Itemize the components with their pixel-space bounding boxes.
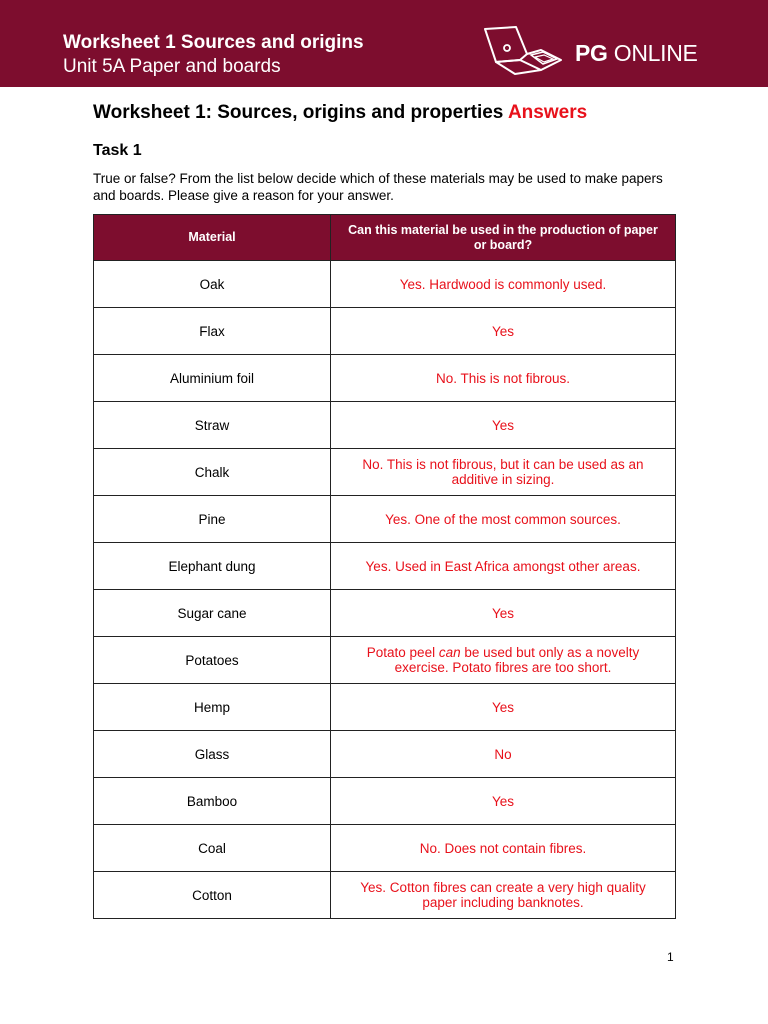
table-row (94, 543, 676, 590)
answer-cell: Yes (331, 590, 676, 637)
material-cell: Chalk (94, 449, 331, 496)
task-heading: Task 1 (93, 142, 142, 159)
table-row (94, 402, 676, 449)
material-cell: Bamboo (94, 778, 331, 825)
header-subtitle: Unit 5A Paper and boards (63, 56, 281, 77)
table-row (94, 590, 676, 637)
header-usage: Can this material be used in the production of paper or board? (331, 215, 676, 261)
material-cell: Elephant dung (94, 543, 331, 590)
answer-cell: Yes (331, 402, 676, 449)
table-row (94, 355, 676, 402)
answer-cell: Yes. Cotton fibres can create a very high quality paper including banknotes. (331, 872, 676, 919)
material-cell: Cotton (94, 872, 331, 919)
answer-cell: No. This is not fibrous, but it can be used as an additive in sizing. (331, 449, 676, 496)
answer-cell: No. This is not fibrous. (331, 355, 676, 402)
material-cell: Sugar cane (94, 590, 331, 637)
table-row (94, 731, 676, 778)
table-row (94, 449, 676, 496)
answer-cell: No. Does not contain fibres. (331, 825, 676, 872)
header-material: Material (94, 215, 331, 261)
answers-label: Answers (507, 102, 588, 123)
answer-cell: Yes (331, 684, 676, 731)
table-row (94, 825, 676, 872)
material-cell: Aluminium foil (94, 355, 331, 402)
table-row (94, 496, 676, 543)
material-cell: Hemp (94, 684, 331, 731)
table-row (94, 308, 676, 355)
table-row (94, 261, 676, 308)
answer-cell: Potato peel can be used but only as a novelty exercise. Potato fibres are too short. (331, 637, 676, 684)
table-row (94, 778, 676, 825)
page-title (93, 101, 587, 125)
table-header-row (94, 215, 676, 261)
page-number: 1 (667, 950, 674, 964)
material-cell: Potatoes (94, 637, 331, 684)
page-title-text: Worksheet 1: Sources, origins and properties (93, 102, 504, 123)
material-cell: Flax (94, 308, 331, 355)
material-cell: Straw (94, 402, 331, 449)
materials-table (93, 214, 676, 919)
table-row (94, 872, 676, 919)
material-cell: Coal (94, 825, 331, 872)
pg-online-logo (483, 24, 703, 76)
material-cell: Glass (94, 731, 331, 778)
material-cell: Pine (94, 496, 331, 543)
laptop-books-icon (483, 24, 567, 76)
header-title: Worksheet 1 Sources and origins (63, 32, 364, 53)
table-row (94, 637, 676, 684)
page-header (0, 0, 768, 87)
material-cell: Oak (94, 261, 331, 308)
answer-cell: Yes. One of the most common sources. (331, 496, 676, 543)
answer-cell: Yes (331, 778, 676, 825)
table-row (94, 684, 676, 731)
answer-cell: Yes. Hardwood is commonly used. (331, 261, 676, 308)
emphasis-can: can (438, 645, 461, 660)
answer-cell: Yes. Used in East Africa amongst other areas. (331, 543, 676, 590)
answer-cell: No (331, 731, 676, 778)
logo-text: PG ONLINE (575, 40, 698, 66)
intro-text: True or false? From the list below decide which of these materials may be used to make papers and boards. Please give a reason for your answer. (93, 171, 663, 203)
answer-cell: Yes (331, 308, 676, 355)
